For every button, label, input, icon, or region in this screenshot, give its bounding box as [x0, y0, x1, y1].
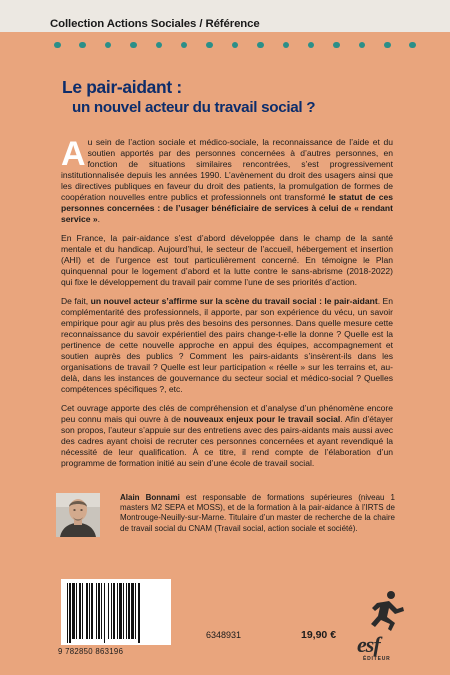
barcode-bar	[111, 583, 112, 639]
isbn-number: 9 782850 863196	[58, 647, 124, 656]
barcode-bar	[108, 583, 109, 639]
divider-dot	[156, 42, 163, 49]
paragraph-3-start: De fait,	[61, 296, 91, 306]
divider-dot	[384, 42, 391, 49]
barcode-bar	[119, 583, 122, 639]
divider-dot	[409, 42, 416, 49]
barcode-bar	[86, 583, 88, 639]
divider-dot	[308, 42, 315, 49]
barcode-bar	[67, 583, 68, 643]
paragraph-4-bold: nouveaux enjeux pour le travail social	[183, 414, 341, 424]
barcode-bar	[69, 583, 71, 643]
divider-dot	[79, 42, 86, 49]
barcode-bar	[135, 583, 136, 639]
publisher-logo-text: esf	[357, 632, 380, 657]
paragraph-1	[61, 137, 393, 225]
barcode-bar	[123, 583, 124, 639]
paragraph-4-text: . Afin d’étayer son propos, l’auteur s’appuie sur des entretiens avec des pairs-aidants mais aussi avec des cadres ayant choisi de recruter ces personnes concernées et ayant revendiqué la nécessité de leur qualification. À ce titre, il rend compte de l’élaboration d’un programme de formation initié au sein d’une école de travail social.	[61, 414, 393, 468]
barcode-bar	[126, 583, 127, 639]
divider-dot	[181, 42, 188, 49]
paragraph-1-text: u sein de l’action sociale et médico-sociale, la reconnaissance de l’aide et du soutien apportés par des personnes concernées à d’autres personnes, en fonction de situations similaires rencontrées, s’est progressivement institutionnalisée depuis les années 1990. L’avènement du droit des usagers ainsi que les directives publiques en faveur du droit des patients, la promulgation de formes de coopération nouvelles entre publics et professionnels ont transformé	[61, 137, 393, 202]
paragraph-1-end: .	[97, 214, 100, 224]
barcode-bar	[113, 583, 115, 639]
description-text	[61, 137, 393, 477]
product-code: 6348931	[206, 630, 242, 640]
barcode-bar	[138, 583, 140, 643]
barcode-bar	[79, 583, 81, 639]
divider-dot	[54, 42, 61, 49]
paragraph-3-bold: un nouvel acteur s’affirme sur la scène du travail social : le pair-aidant	[90, 296, 378, 306]
paragraph-1-bold: le statut de ces personnes concernées : de l’usager bénéficiaire de services à celui de « rendant service »	[61, 192, 393, 224]
barcode-bar	[96, 583, 97, 639]
barcode-bar	[72, 583, 75, 639]
barcode-bar	[104, 583, 105, 643]
title-line-2: un nouvel acteur du travail social ?	[72, 99, 316, 116]
dot-divider	[54, 40, 416, 50]
divider-dot	[333, 42, 340, 49]
divider-dot	[130, 42, 137, 49]
divider-dot	[359, 42, 366, 49]
paragraph-2: En France, la pair-aidance s’est d’abord développée dans le champ de la santé mentale et du handicap. Aujourd’hui, le secteur de l’accueil, hébergement et insertion (AHI) et de l’urgence est tout particulièrement concerné. En témoigne le Plan quinquennal pour le logement d’abord et la lutte contre le sans-abrisme (2018-2022) qui fixe le développement du travail pair comme l’une de ses priorités d’action.	[61, 233, 393, 287]
divider-dot	[232, 42, 239, 49]
barcode-bar	[82, 583, 83, 639]
paragraph-3-text: . En complémentarité des professionnels, il apporte, par son expérience du vécu, un savoir empirique pour agir au plus près des besoins des personnes. Dans quelle mesure cette reconnaissance du savoir expérientiel des pairs change-t-elle la donne ? Quelle est la pertinence de cette nouvelle approche en appui des équipes, accompagnement et soutien auprès des publics ? Comment les pairs-aidants s’insèrent-ils dans les organisations de travail ? Quelle est leur participation « réelle » sur les terrains et, au-delà, dans les instances de gouvernance du secteur social et médico-social ? Quelles compétences spécifiques ?, etc.	[61, 296, 393, 394]
barcode-bar	[89, 583, 90, 639]
barcode-bar	[117, 583, 118, 639]
divider-dot	[283, 42, 290, 49]
publisher-logo-subtext: ÉDITEUR	[363, 656, 391, 662]
barcode-bar	[131, 583, 134, 639]
divider-dot	[206, 42, 213, 49]
barcode	[61, 579, 171, 645]
author-bio-text: est responsable de formations supérieures (niveau 1 masters M2 SEPA et MOSS), et de la formation à la pair-aidance à l’IRTS de Montrouge-Neuilly-sur-Marne. Titulaire d’un master de recherche de la chaire de travail social du CNAM (Travail social, action sociale et société).	[120, 493, 395, 533]
barcode-bar	[76, 583, 77, 639]
divider-dot	[257, 42, 264, 49]
drop-cap: A	[61, 135, 86, 173]
barcode-bar	[128, 583, 130, 639]
barcode-bar	[91, 583, 93, 639]
collection-name: Collection Actions Sociales / Référence	[50, 18, 260, 30]
paragraph-4-start: Cet ouvrage apporte des clés de compréhension et d’analyse d’un phénomène encore peu connu mais qui ouvre à de	[61, 403, 393, 424]
price: 19,90 €	[301, 629, 337, 641]
author-bio	[120, 493, 395, 534]
divider-dot	[105, 42, 112, 49]
author-photo	[56, 493, 100, 537]
paragraph-4	[61, 403, 393, 469]
barcode-bar	[98, 583, 100, 639]
title-line-1: Le pair-aidant :	[62, 77, 182, 97]
barcode-bar	[101, 583, 102, 639]
paragraph-3	[61, 296, 393, 395]
author-name: Alain Bonnami	[120, 493, 180, 502]
